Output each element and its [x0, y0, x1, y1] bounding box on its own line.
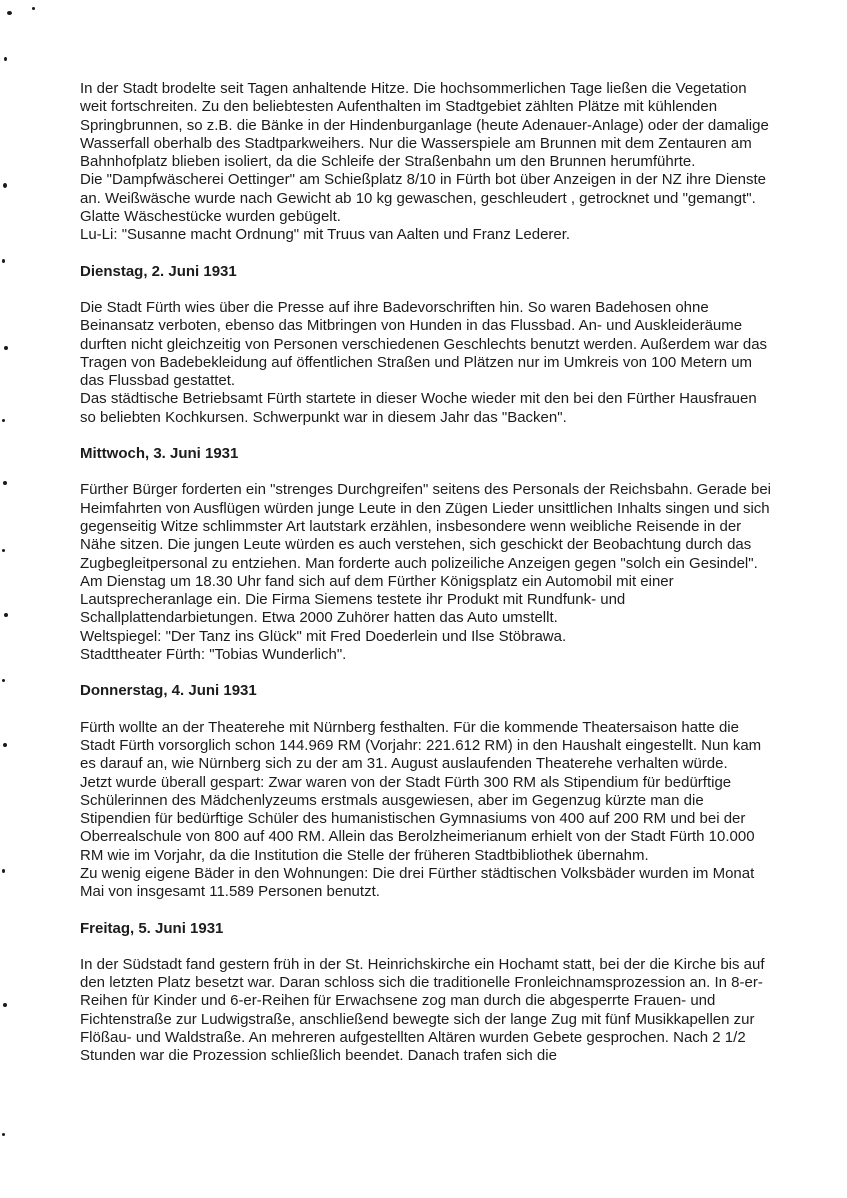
paragraph: In der Südstadt fand gestern früh in der St. Heinrichskirche ein Hochamt statt, bei der die Kirche bis auf den letzten Platz besetzt war. Daran schloss sich die traditionelle Fronleichnamsprozession an. In 8-er-Reihen für Kinder und 6-er-Reihen für Erwachsene zog man durch die abgesperrte Frauen- und Fichtenstraße zur Ludwigstraße, anschließend bewegte sich der lange Zug mit fünf Musikkapellen zur Flößau- und Waldstraße. An mehreren aufgestellten Altären wurden Gebete gesprochen. Nach 2 1/2 Stunden war die Prozession schließlich beendet. Danach trafen sich die: [80, 955, 765, 1065]
paragraph: Stadttheater Fürth: "Tobias Wunderlich".: [80, 646, 347, 664]
scan-artifact-speck: [3, 481, 7, 485]
section-heading: Dienstag, 2. Juni 1931: [80, 262, 237, 280]
scan-artifact-speck: [4, 57, 7, 61]
document-page: [80, 80, 773, 1066]
scan-artifact-speck: [7, 11, 12, 15]
section-dienstag-2-juni-1931: [80, 263, 773, 427]
scan-artifact-speck: [2, 869, 5, 873]
scan-artifact-speck: [2, 259, 5, 263]
scan-artifact-speck: [32, 7, 35, 10]
scan-artifact-speck: [2, 1133, 5, 1136]
paragraph: Das städtische Betriebsamt Fürth startete in dieser Woche wieder mit den bei den Fürther Hausfrauen so beliebten Kochkursen. Schwerpunkt war in diesem Jahr das "Backen".: [80, 390, 757, 426]
section-freitag-5-juni-1931: [80, 920, 773, 1066]
paragraph: Die Stadt Fürth wies über die Presse auf ihre Badevorschriften hin. So waren Badehosen ohne Beinansatz verboten, ebenso das Mitbringen von Hunden in das Flussbad. An- und Auskleideräume durften nicht gleichzeitig von Personen verschiedenen Geschlechts benutzt werden. Außerdem war das Tragen von Badebekleidung auf öffentlichen Straßen und Plätzen nur im Umkreis von 100 Metern um das Flussbad gestattet.: [80, 298, 768, 390]
paragraph: Zu wenig eigene Bäder in den Wohnungen: Die drei Fürther städtischen Volksbäder wurden im Monat Mai von insgesamt 11.589 Personen benutzt.: [80, 864, 755, 901]
paragraph: Fürther Bürger forderten ein "strenges Durchgreifen" seitens des Personals der Reichsbahn. Gerade bei Heimfahrten von Ausflügen würden junge Leute in den Zügen Lieder unsittlichen Inhalts singen und sich gegenseitig Witze schlimmster Art lautstark erzählen, insbesondere wenn weibliche Reisende in der Nähe sitzen. Die jungen Leute würden es auch verstehen, sich geschickt der Beobachtung durch das Zugbegleitpersonal zu entziehen. Man forderte auch polizeiliche Anzeigen gegen "solch ein Gesindel".: [80, 481, 772, 572]
section-donnerstag-4-juni-1931: [80, 682, 773, 901]
scan-artifact-speck: [4, 346, 8, 350]
paragraph: Fürth wollte an der Theaterehe mit Nürnberg festhalten. Für die kommende Theatersaison hatte die Stadt Fürth vorsorglich schon 144.969 RM (Vorjahr: 221.612 RM) in den Haushalt eingestellt. Nun kam es darauf an, wie Nürnberg sich zu der am 31. August auslaufenden Theaterehe verhalten würde.: [80, 718, 762, 773]
paragraph: Jetzt wurde überall gespart: Zwar waren von der Stadt Fürth 300 RM als Stipendium für bedürftige Schülerinnen des Mädchenlyzeums erstmals ausgewiesen, aber im Gegenzug kürzte man die Stipendien für bedürftige Schüler des humanistischen Gymnasiums von 400 auf 200 RM und bei der Oberrealschule von 800 auf 400 RM. Allein das Berolzheimerianum erhielt von der Stadt Fürth 10.000 RM wie im Vorjahr, da die Institution die Stelle der früheren Stadtbibliothek übernahm.: [80, 773, 755, 864]
section-heading: Mittwoch, 3. Juni 1931: [80, 445, 239, 463]
section-heading: Freitag, 5. Juni 1931: [80, 919, 224, 937]
scan-artifact-speck: [2, 549, 5, 552]
paragraph: Weltspiegel: "Der Tanz ins Glück" mit Fred Doederlein und Ilse Stöbrawa.: [80, 627, 567, 645]
section-intro: [80, 80, 773, 245]
scan-artifact-speck: [3, 183, 7, 188]
scan-artifact-speck: [4, 613, 8, 617]
paragraph: Die "Dampfwäscherei Oettinger" am Schießplatz 8/10 in Fürth bot über Anzeigen in der NZ ihre Dienste an. Weißwäsche wurde nach Gewicht ab 10 kg gewaschen, geschleudert , getrocknet und "gemangt". Glatte Wäschestücke wurden gebügelt.: [80, 171, 766, 226]
section-mittwoch-3-juni-1931: [80, 445, 773, 664]
paragraph: Am Dienstag um 18.30 Uhr fand sich auf dem Fürther Königsplatz ein Automobil mit einer Lautsprecheranlage ein. Die Firma Siemens testete ihr Produkt mit Rundfunk- und Schallplattendarbietungen. Etwa 2000 Zuhörer hatten das Auto umstellt.: [80, 572, 674, 627]
scan-artifact-speck: [3, 743, 7, 747]
scan-artifact-speck: [2, 419, 5, 422]
paragraph: In der Stadt brodelte seit Tagen anhaltende Hitze. Die hochsommerlichen Tage ließen die Vegetation weit fortschreiten. Zu den beliebtesten Aufenthalten im Stadtgebiet zählten Plätze mit kühlenden Springbrunnen, so z.B. die Bänke in der Hindenburganlage (heute Adenauer-Anlage) oder der damalige Wasserfall oberhalb des Stadtparkweihers. Nur die Wasserspiele am Brunnen mit dem Zentauren am Bahnhofplatz blieben isoliert, da die Schleife der Straßenbahn um den Brunnen herumführte.: [80, 80, 769, 171]
scan-artifact-speck: [2, 679, 5, 682]
section-heading: Donnerstag, 4. Juni 1931: [80, 682, 257, 700]
scan-artifact-speck: [3, 1003, 7, 1007]
paragraph: Lu-Li: "Susanne macht Ordnung" mit Truus van Aalten und Franz Lederer.: [80, 226, 571, 244]
